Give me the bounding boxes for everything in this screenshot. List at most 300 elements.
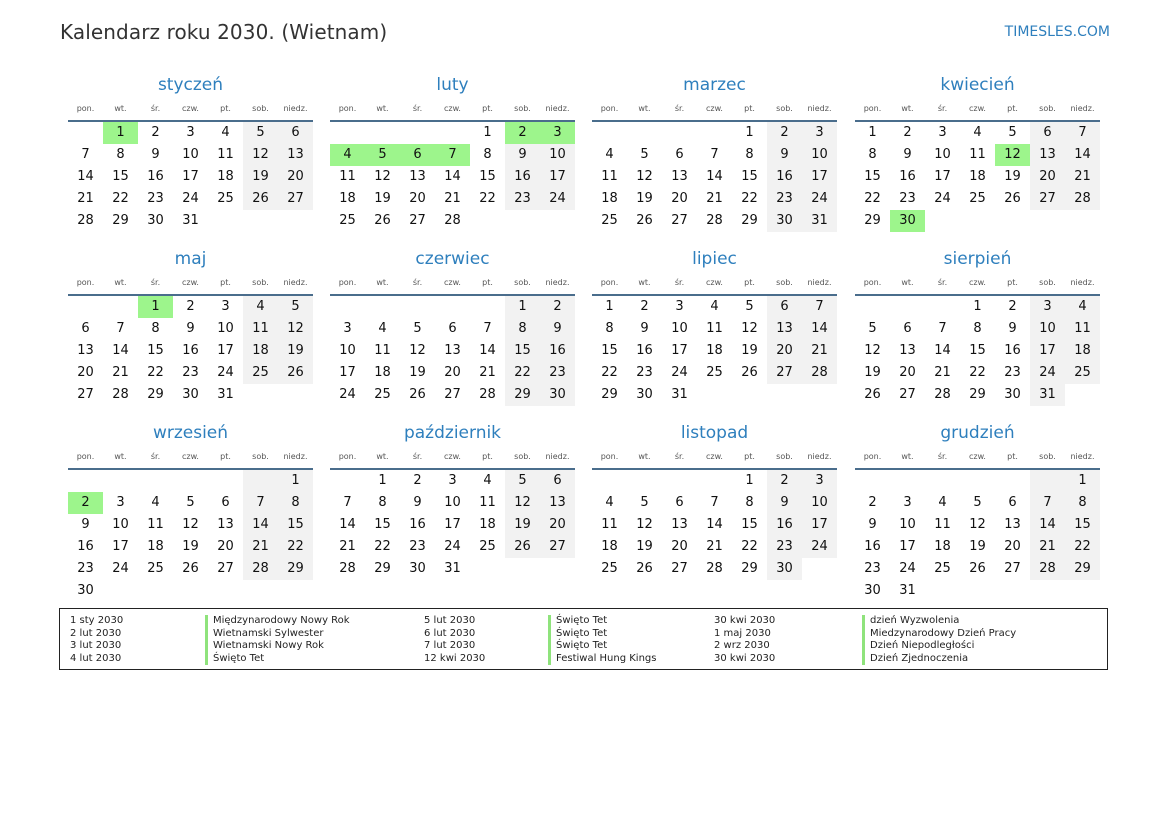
month-11: [592, 422, 837, 580]
day-cell: 27: [217, 561, 234, 576]
day-cell: 3: [343, 321, 352, 336]
day-cell: 22: [741, 191, 758, 206]
day-cell: 16: [540, 340, 575, 362]
day-cell: 19: [1004, 169, 1021, 184]
month-name: marzec: [683, 75, 746, 95]
day-cell: 23: [77, 561, 94, 576]
legend-holiday-name: Dzień Zjednoczenia: [862, 653, 1016, 666]
day-cell: 17: [540, 166, 575, 188]
day-cell: 31: [217, 387, 234, 402]
day-cell: 20: [540, 514, 575, 536]
month-name: kwiecień: [940, 75, 1015, 95]
day-cell: 4: [605, 495, 614, 510]
day-grid: [592, 470, 837, 580]
day-cell: 22: [969, 365, 986, 380]
day-cell: 16: [899, 169, 916, 184]
legend-holiday-name: Dzień Niepodległości: [862, 640, 1016, 653]
month-name: styczeń: [157, 75, 224, 95]
empty-cell: [925, 470, 960, 492]
day-cell: 27: [77, 387, 94, 402]
day-cell: 26: [636, 561, 653, 576]
weekday-label: śr.: [150, 452, 161, 461]
day-cell: 5: [278, 296, 313, 318]
day-cell: 14: [339, 517, 356, 532]
day-cell: 14: [479, 343, 496, 358]
weekday-label: pt.: [482, 278, 493, 287]
day-cell: 2: [767, 122, 802, 144]
day-cell: 20: [77, 365, 94, 380]
day-cell: 21: [706, 539, 723, 554]
day-cell: 17: [1030, 340, 1065, 362]
day-cell: 4: [243, 296, 278, 318]
day-cell: 6: [448, 321, 457, 336]
empty-cell: [890, 296, 925, 318]
empty-cell: [592, 470, 627, 492]
day-cell: 21: [77, 191, 94, 206]
weekday-label: czw.: [706, 278, 723, 287]
day-cell: 10: [217, 321, 234, 336]
day-cell: 2: [186, 299, 195, 314]
weekday-label: śr.: [674, 278, 685, 287]
day-cell: 5: [186, 495, 195, 510]
weekday-header: [855, 449, 1100, 470]
weekday-label: pt.: [1007, 278, 1018, 287]
weekday-label: pon.: [863, 452, 882, 461]
day-cell: 14: [706, 517, 723, 532]
day-cell: 13: [899, 343, 916, 358]
weekday-label: pon.: [338, 104, 357, 113]
day-cell: 31: [1030, 384, 1065, 406]
weekday-label: pt.: [1007, 452, 1018, 461]
day-cell: 19: [636, 539, 653, 554]
day-cell: 10: [182, 147, 199, 162]
day-cell: 11: [147, 517, 164, 532]
day-cell: 9: [767, 492, 802, 514]
day-cell: 24: [217, 365, 234, 380]
day-grid: [855, 122, 1100, 232]
day-cell: 8: [116, 147, 125, 162]
weekday-label: niedz.: [1070, 452, 1095, 461]
weekday-label: czw.: [969, 452, 986, 461]
weekday-label: niedz.: [283, 104, 308, 113]
day-cell: 18: [217, 169, 234, 184]
day-cell: 23: [767, 536, 802, 558]
day-cell: 27: [767, 362, 802, 384]
day-cell: 13: [671, 169, 688, 184]
day-cell: 1: [973, 299, 982, 314]
day-cell: 30: [409, 561, 426, 576]
empty-cell: [68, 296, 103, 318]
day-cell: 16: [505, 166, 540, 188]
legend-date: 30 kwi 2030: [714, 652, 776, 664]
month-8: [855, 248, 1100, 406]
day-cell: 21: [1065, 166, 1100, 188]
day-grid: [68, 296, 313, 406]
legend-holiday-name: Międzynarodowy Nowy Rok: [205, 615, 350, 628]
day-cell: 15: [741, 169, 758, 184]
day-cell: 23: [182, 365, 199, 380]
day-cell: 12: [741, 321, 758, 336]
day-cell: 8: [605, 321, 614, 336]
day-cell: 7: [1065, 122, 1100, 144]
weekday-label: czw.: [182, 104, 199, 113]
day-cell: 13: [767, 318, 802, 340]
weekday-header: [855, 275, 1100, 296]
month-name: czerwiec: [415, 249, 490, 269]
day-cell: 30: [767, 210, 802, 232]
legend-date: 1 maj 2030: [714, 627, 771, 639]
day-cell: 14: [444, 169, 461, 184]
empty-cell: [470, 296, 505, 318]
day-cell: 8: [868, 147, 877, 162]
day-cell: 11: [601, 169, 618, 184]
day-cell: 14: [934, 343, 951, 358]
legend-date-column: [714, 615, 775, 665]
weekday-label: czw.: [444, 278, 461, 287]
day-cell: 31: [444, 561, 461, 576]
weekday-label: sob.: [776, 452, 793, 461]
weekday-header: [592, 101, 837, 122]
day-cell: 28: [339, 561, 356, 576]
day-cell: 11: [1065, 318, 1100, 340]
day-cell: 9: [505, 144, 540, 166]
day-cell: 1: [745, 125, 754, 140]
day-cell: 1: [605, 299, 614, 314]
day-cell: 6: [278, 122, 313, 144]
legend-name-column: [548, 615, 656, 665]
day-cell: 12: [243, 144, 278, 166]
day-cell: 25: [706, 365, 723, 380]
weekday-label: śr.: [937, 452, 948, 461]
day-cell: 9: [640, 321, 649, 336]
weekday-label: wt.: [638, 104, 651, 113]
empty-cell: [400, 122, 435, 144]
day-cell: 28: [706, 213, 723, 228]
empty-cell: [697, 470, 732, 492]
legend-holiday-name: Święto Tet: [548, 615, 656, 628]
day-cell: 26: [969, 561, 986, 576]
day-cell: 9: [540, 318, 575, 340]
day-cell: 12: [409, 343, 426, 358]
day-cell: 30: [77, 583, 94, 598]
day-cell: 17: [444, 517, 461, 532]
month-name: wrzesień: [152, 423, 229, 443]
day-cell: 9: [903, 147, 912, 162]
empty-cell: [855, 470, 890, 492]
empty-cell: [435, 122, 470, 144]
day-cell: 18: [147, 539, 164, 554]
day-cell: 24: [339, 387, 356, 402]
day-cell: 21: [112, 365, 129, 380]
day-cell: 27: [1030, 188, 1065, 210]
day-cell: 27: [671, 561, 688, 576]
day-cell: 12: [182, 517, 199, 532]
day-cell: 26: [243, 188, 278, 210]
empty-cell: [243, 470, 278, 492]
day-cell: 20: [217, 539, 234, 554]
day-cell: 22: [278, 536, 313, 558]
day-cell: 13: [540, 492, 575, 514]
day-cell: 15: [1065, 514, 1100, 536]
day-cell: 22: [741, 539, 758, 554]
month-3: [592, 74, 837, 232]
day-cell: 10: [802, 144, 837, 166]
day-cell: 8: [973, 321, 982, 336]
day-cell: 21: [706, 191, 723, 206]
day-cell: 13: [1004, 517, 1021, 532]
day-cell: 2: [640, 299, 649, 314]
legend-date: 2 wrz 2030: [714, 640, 770, 651]
day-cell: 30: [1004, 387, 1021, 402]
legend-holiday-name: Święto Tet: [548, 640, 656, 653]
weekday-label: niedz.: [807, 104, 832, 113]
day-cell: 1: [278, 470, 313, 492]
holiday-day-cell: 3: [540, 122, 575, 144]
day-cell: 3: [221, 299, 230, 314]
day-cell: 12: [969, 517, 986, 532]
day-cell: 10: [444, 495, 461, 510]
day-cell: 29: [1065, 558, 1100, 580]
day-cell: 24: [444, 539, 461, 554]
day-grid: [68, 122, 313, 232]
day-cell: 12: [505, 492, 540, 514]
day-grid: [592, 296, 837, 406]
weekday-label: pt.: [482, 452, 493, 461]
legend-holiday-name: Festiwal Hung Kings: [548, 653, 656, 666]
day-cell: 9: [1008, 321, 1017, 336]
weekday-label: czw.: [969, 278, 986, 287]
day-cell: 3: [802, 470, 837, 492]
day-cell: 16: [864, 539, 881, 554]
empty-cell: [925, 296, 960, 318]
day-cell: 31: [182, 213, 199, 228]
day-cell: 11: [339, 169, 356, 184]
day-cell: 21: [243, 536, 278, 558]
day-cell: 30: [540, 384, 575, 406]
month-7: [592, 248, 837, 406]
legend-date: 1 sty 2030: [70, 615, 124, 626]
weekday-label: czw.: [706, 452, 723, 461]
weekday-label: pt.: [744, 278, 755, 287]
empty-cell: [435, 296, 470, 318]
month-name: październik: [403, 423, 502, 443]
day-cell: 9: [413, 495, 422, 510]
day-cell: 18: [601, 191, 618, 206]
day-cell: 17: [217, 343, 234, 358]
day-cell: 16: [767, 514, 802, 536]
weekday-header: [592, 449, 837, 470]
empty-cell: [68, 122, 103, 144]
day-cell: 12: [636, 517, 653, 532]
day-cell: 4: [221, 125, 230, 140]
empty-cell: [208, 470, 243, 492]
day-cell: 20: [444, 365, 461, 380]
weekday-label: sob.: [776, 278, 793, 287]
legend-date: 12 kwi 2030: [424, 652, 486, 664]
weekday-label: wt.: [376, 104, 389, 113]
weekday-label: niedz.: [545, 452, 570, 461]
day-cell: 2: [868, 495, 877, 510]
empty-cell: [662, 470, 697, 492]
holiday-day-cell: 12: [995, 144, 1030, 166]
day-cell: 28: [444, 213, 461, 228]
holiday-day-cell: 2: [505, 122, 540, 144]
day-cell: 14: [1030, 514, 1065, 536]
day-cell: 23: [409, 539, 426, 554]
day-grid: [68, 470, 313, 602]
day-grid: [330, 296, 575, 406]
day-cell: 14: [112, 343, 129, 358]
day-cell: 5: [505, 470, 540, 492]
weekday-label: niedz.: [1070, 278, 1095, 287]
site-link[interactable]: TIMESLES.COM: [1004, 24, 1110, 40]
day-cell: 17: [802, 166, 837, 188]
day-cell: 7: [710, 495, 719, 510]
weekday-label: pon.: [863, 278, 882, 287]
day-cell: 19: [409, 365, 426, 380]
day-cell: 3: [802, 122, 837, 144]
day-cell: 8: [505, 318, 540, 340]
holiday-day-cell: 2: [68, 492, 103, 514]
legend-holiday-name: Święto Tet: [205, 653, 350, 666]
weekday-header: [330, 449, 575, 470]
day-cell: 10: [540, 144, 575, 166]
weekday-label: pon.: [338, 278, 357, 287]
day-cell: 20: [1030, 166, 1065, 188]
day-cell: 24: [182, 191, 199, 206]
day-cell: 15: [601, 343, 618, 358]
holiday-day-cell: 6: [400, 144, 435, 166]
weekday-header: [68, 101, 313, 122]
day-cell: 28: [802, 362, 837, 384]
day-cell: 17: [934, 169, 951, 184]
day-cell: 21: [444, 191, 461, 206]
day-cell: 4: [938, 495, 947, 510]
day-cell: 19: [864, 365, 881, 380]
month-name: listopad: [680, 423, 749, 443]
day-cell: 24: [540, 188, 575, 210]
weekday-label: sob.: [252, 104, 269, 113]
legend-date: 7 lut 2030: [424, 640, 476, 651]
day-cell: 22: [505, 362, 540, 384]
empty-cell: [890, 470, 925, 492]
day-cell: 28: [1065, 188, 1100, 210]
day-cell: 20: [278, 166, 313, 188]
weekday-header: [68, 449, 313, 470]
day-cell: 15: [112, 169, 129, 184]
day-cell: 27: [278, 188, 313, 210]
weekday-label: niedz.: [283, 278, 308, 287]
day-cell: 6: [903, 321, 912, 336]
day-grid: [592, 122, 837, 232]
day-cell: 13: [278, 144, 313, 166]
weekday-label: niedz.: [807, 452, 832, 461]
empty-cell: [103, 296, 138, 318]
day-cell: 5: [973, 495, 982, 510]
weekday-label: śr.: [150, 104, 161, 113]
day-cell: 28: [112, 387, 129, 402]
legend-date-column: [70, 615, 123, 665]
empty-cell: [173, 470, 208, 492]
empty-cell: [1030, 470, 1065, 492]
day-cell: 27: [671, 213, 688, 228]
day-cell: 3: [675, 299, 684, 314]
holiday-legend: [59, 608, 1108, 670]
day-cell: 31: [899, 583, 916, 598]
empty-cell: [960, 470, 995, 492]
day-cell: 18: [601, 539, 618, 554]
day-cell: 10: [339, 343, 356, 358]
day-cell: 22: [1065, 536, 1100, 558]
weekday-label: pon.: [600, 452, 619, 461]
day-cell: 3: [186, 125, 195, 140]
day-cell: 16: [636, 343, 653, 358]
weekday-label: pt.: [744, 452, 755, 461]
empty-cell: [330, 470, 365, 492]
day-cell: 14: [802, 318, 837, 340]
day-cell: 6: [675, 147, 684, 162]
weekday-label: niedz.: [283, 452, 308, 461]
weekday-label: pt.: [1007, 104, 1018, 113]
day-cell: 18: [339, 191, 356, 206]
weekday-label: pon.: [76, 278, 95, 287]
day-cell: 22: [479, 191, 496, 206]
day-cell: 9: [186, 321, 195, 336]
empty-cell: [627, 122, 662, 144]
weekday-label: niedz.: [545, 104, 570, 113]
day-cell: 26: [505, 536, 540, 558]
day-cell: 5: [745, 299, 754, 314]
weekday-label: niedz.: [545, 278, 570, 287]
weekday-label: pt.: [220, 452, 231, 461]
day-cell: 13: [77, 343, 94, 358]
weekday-label: sob.: [1039, 452, 1056, 461]
day-cell: 9: [767, 144, 802, 166]
day-cell: 27: [409, 213, 426, 228]
weekday-header: [330, 275, 575, 296]
day-cell: 10: [1030, 318, 1065, 340]
day-cell: 23: [1004, 365, 1021, 380]
day-cell: 22: [601, 365, 618, 380]
day-cell: 7: [116, 321, 125, 336]
day-cell: 25: [243, 362, 278, 384]
day-cell: 4: [378, 321, 387, 336]
weekday-label: śr.: [412, 278, 423, 287]
weekday-label: niedz.: [1070, 104, 1095, 113]
weekday-header: [592, 275, 837, 296]
day-cell: 8: [278, 492, 313, 514]
weekday-header: [68, 275, 313, 296]
day-cell: 16: [147, 169, 164, 184]
day-cell: 6: [1030, 122, 1065, 144]
day-cell: 7: [1030, 492, 1065, 514]
legend-holiday-name: Wietnamski Sylwester: [205, 628, 350, 641]
weekday-label: pon.: [76, 104, 95, 113]
day-cell: 4: [710, 299, 719, 314]
day-cell: 17: [182, 169, 199, 184]
weekday-label: pon.: [76, 452, 95, 461]
day-cell: 10: [671, 321, 688, 336]
day-cell: 29: [741, 213, 758, 228]
day-cell: 17: [112, 539, 129, 554]
day-cell: 15: [505, 340, 540, 362]
weekday-label: pt.: [744, 104, 755, 113]
day-cell: 24: [934, 191, 951, 206]
weekday-label: pt.: [482, 104, 493, 113]
empty-cell: [592, 122, 627, 144]
day-cell: 13: [444, 343, 461, 358]
day-cell: 15: [147, 343, 164, 358]
